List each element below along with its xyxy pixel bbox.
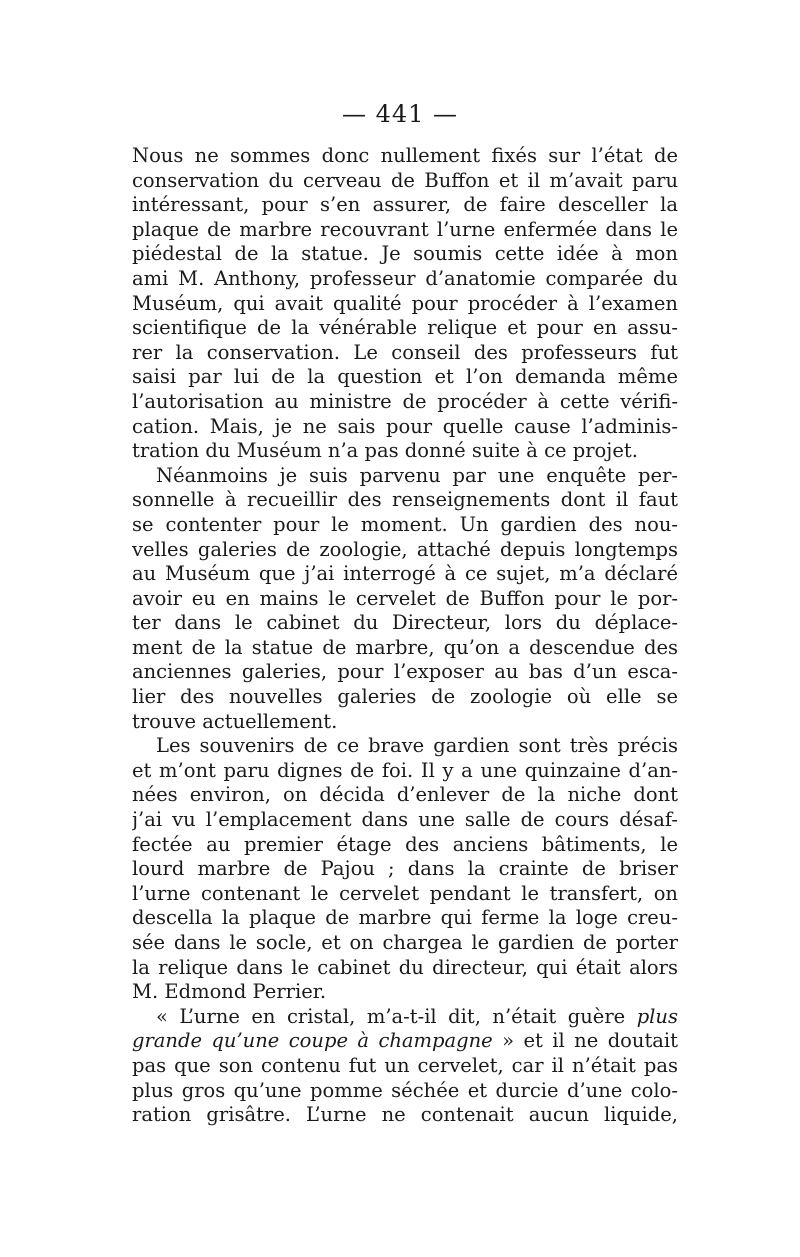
italic-text: plus <box>636 1004 678 1028</box>
text-line: lourd marbre de Pajou ; dans la crainte de briser <box>132 857 678 881</box>
text-line: M. Edmond Perrier. <box>132 980 327 1004</box>
text-line: descella la plaque de marbre qui ferme la loge creu- <box>132 906 678 930</box>
text-line: avoir eu en mains le cervelet de Buffon pour le por- <box>132 586 678 610</box>
text-line: sée dans le socle, et on chargea le gardien de porter <box>132 931 678 954</box>
text-line: ration grisâtre. L’urne ne contenait aucun liquide, <box>132 1103 678 1127</box>
text-line: au Muséum que j’ai interrogé à ce sujet, m’a déclaré <box>132 562 678 586</box>
text-line-mixed <box>132 1005 678 1030</box>
text-line: piédestal de la statue. Je soumis cette idée à mon <box>132 242 678 266</box>
text-line: cation. Mais, je ne sais pour quelle cause l’adminis- <box>132 414 678 438</box>
body-text <box>132 144 678 1128</box>
text-line: et m’ont paru dignes de foi. Il y a une quinzaine d’an- <box>132 758 678 782</box>
text-line: tration du Muséum n’a pas donné suite à ce projet. <box>132 439 638 463</box>
text-line: se contenter pour le moment. Un gardien des nou- <box>132 512 678 536</box>
text-line: nées environ, on décida d’enlever de la niche dont <box>132 783 678 807</box>
page-number: — 441 — <box>341 100 459 128</box>
text-line: Nous ne sommes donc nullement fixés sur l’état de <box>132 144 678 167</box>
text-line: sonnelle à recueillir des renseignements dont il faut <box>132 488 678 512</box>
text-line: trouve actuellement. <box>132 709 338 733</box>
text-line: saisi par lui de la question et l’on demanda même <box>132 365 678 389</box>
text-line: l’urne contenant le cervelet pendant le transfert, on <box>132 881 678 905</box>
text-line: pas que son contenu fut un cervelet, car il n’était pas <box>132 1053 678 1077</box>
text-line: la relique dans le cabinet du directeur, qui était alors <box>132 955 678 979</box>
text-line-mixed <box>132 1029 678 1054</box>
text-line: fectée au premier étage des anciens bâtiments, le <box>132 832 678 856</box>
text-line: lier des nouvelles galeries de zoologie où elle se <box>132 685 678 709</box>
text-line: Les souvenirs de ce brave gardien sont très précis <box>156 734 678 758</box>
italic-text: grande qu’une coupe à champagne <box>132 1029 493 1053</box>
text-line: ment de la statue de marbre, qu’on a descendue des <box>132 635 678 659</box>
text-line: ter dans le cabinet du Directeur, lors du déplace- <box>132 611 678 635</box>
text-line: plaque de marbre recouvrant l’urne enfermée dans le <box>132 217 678 241</box>
text-line: scientifique de la vénérable relique et pour en assu- <box>132 316 678 340</box>
text-line: ami M. Anthony, professeur d’anatomie comparée du <box>132 266 678 290</box>
text-line: Muséum, qui avait qualité pour procéder à l’examen <box>132 291 678 315</box>
text-line: velles galeries de zoologie, attaché depuis longtemps <box>132 537 678 561</box>
text-segment: « L’urne en cristal, m’a-t-il dit, n’était guère <box>156 1004 637 1028</box>
text-line: conservation du cerveau de Buffon et il m’avait paru <box>132 168 678 192</box>
text-segment: » et il ne doutait <box>492 1029 678 1053</box>
text-line: anciennes galeries, pour l’exposer au bas d’un esca- <box>132 660 678 684</box>
text-line: rer la conservation. Le conseil des professeurs fut <box>132 340 678 364</box>
text-line: Néanmoins je suis parvenu par une enquête per- <box>156 463 678 487</box>
text-line: j’ai vu l’emplacement dans une salle de cours désaf- <box>132 808 678 832</box>
text-line: plus gros qu’une pomme séchée et durcie d’une colo- <box>132 1078 678 1102</box>
text-line: intéressant, pour s’en assurer, de faire desceller la <box>132 193 678 217</box>
text-line: l’autorisation au ministre de procéder à cette vérifi- <box>132 389 678 413</box>
